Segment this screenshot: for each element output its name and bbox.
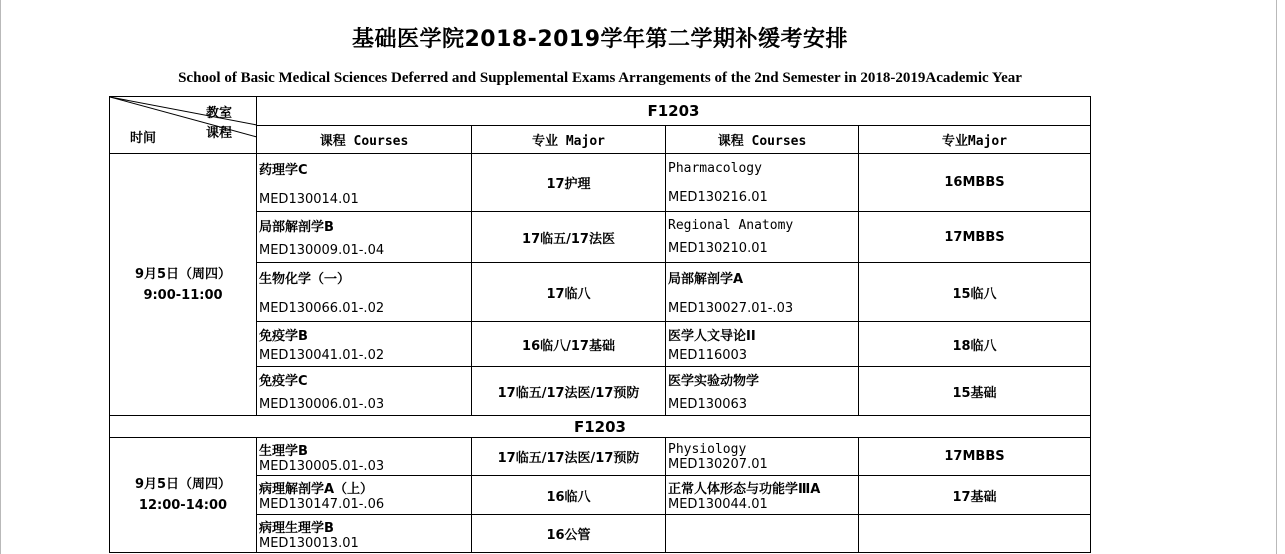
major-cell: 17临八	[472, 263, 666, 322]
col-header-major-2: 专业Major	[859, 126, 1091, 154]
course-name: 生理学B	[259, 443, 308, 459]
major-cell: 16MBBS	[859, 154, 1091, 212]
course-name: 免疫学C	[259, 374, 308, 389]
major-cell: 18临八	[859, 322, 1091, 367]
major-cell: 15临八	[859, 263, 1091, 322]
table-row	[110, 438, 1091, 476]
corner-room-label: 教室	[206, 106, 233, 121]
course-name: Pharmacology	[668, 160, 762, 176]
table-row	[110, 515, 1091, 553]
page-subtitle: School of Basic Medical Sciences Deferred and Supplemental Exams Arrangements of the 2nd Semester in 2018-2019Academic Year	[178, 70, 1022, 86]
major-cell: 17临五/17法医/17预防	[472, 367, 666, 416]
col-header-course-2: 课程 Courses	[666, 126, 859, 154]
major-cell: 16公管	[472, 515, 666, 553]
course-name: 局部解剖学B	[259, 220, 334, 235]
time-slot-cell	[110, 154, 257, 416]
major-cell	[859, 515, 1091, 553]
course-name: 局部解剖学A	[668, 272, 744, 287]
course-cell	[257, 476, 472, 515]
course-code: MED130147.01-.06	[259, 497, 385, 512]
course-cell	[257, 263, 472, 322]
course-name: 药理学C	[259, 162, 308, 178]
major-cell: 17MBBS	[859, 212, 1091, 263]
course-cell	[257, 212, 472, 263]
time-slot-cell	[110, 438, 257, 553]
course-code: MED130216.01	[668, 189, 768, 205]
course-code: MED130009.01-.04	[259, 243, 385, 258]
course-cell	[666, 515, 859, 553]
table-row	[110, 263, 1091, 322]
corner-header-cell	[110, 97, 257, 154]
course-name: 正常人体形态与功能学ⅢA	[668, 482, 821, 497]
course-code: MED130005.01-.03	[259, 458, 385, 474]
course-code: MED130066.01-.02	[259, 301, 385, 316]
course-cell	[257, 154, 472, 212]
course-code: MED130014.01	[259, 191, 359, 207]
course-name: Regional Anatomy	[668, 218, 794, 233]
col-header-major: 专业 Major	[472, 126, 666, 154]
table-row	[110, 476, 1091, 515]
course-name: 生物化学（一）	[259, 272, 351, 287]
course-name: 医学实验动物学	[668, 374, 760, 389]
room-row	[110, 416, 1091, 438]
course-cell	[666, 476, 859, 515]
window-right-edge	[1276, 0, 1277, 554]
course-code: MED130027.01-.03	[668, 301, 794, 316]
exam-schedule-table	[109, 96, 1091, 553]
course-code: MED130041.01-.02	[259, 348, 385, 363]
major-cell: 17基础	[859, 476, 1091, 515]
course-code: MED116003	[668, 348, 748, 363]
major-cell: 15基础	[859, 367, 1091, 416]
course-cell	[257, 367, 472, 416]
major-cell: 17护理	[472, 154, 666, 212]
course-code: MED130207.01	[668, 456, 768, 472]
course-cell	[666, 263, 859, 322]
course-code: MED130063	[668, 397, 748, 412]
course-cell	[666, 438, 859, 476]
exam-date: 9月5日（周四）	[134, 266, 232, 282]
corner-time-label: 时间	[130, 131, 157, 146]
exam-time: 9:00-11:00	[143, 287, 223, 303]
room-header: F1203	[110, 416, 1091, 438]
room-header: F1203	[257, 97, 1091, 126]
course-code: MED130006.01-.03	[259, 397, 385, 412]
course-cell	[257, 438, 472, 476]
major-cell: 16临八/17基础	[472, 322, 666, 367]
col-header-course: 课程 Courses	[257, 126, 472, 154]
exam-time: 12:00-14:00	[138, 498, 228, 513]
course-cell	[666, 322, 859, 367]
major-cell: 16临八	[472, 476, 666, 515]
course-name: 病理解剖学A（上）	[259, 482, 374, 497]
course-code: MED130044.01	[668, 497, 768, 512]
table-row	[110, 212, 1091, 263]
course-code: MED130013.01	[259, 535, 359, 551]
table-row	[110, 367, 1091, 416]
course-cell	[257, 322, 472, 367]
major-cell: 17MBBS	[859, 438, 1091, 476]
major-cell: 17临五/17法医/17预防	[472, 438, 666, 476]
course-code: MED130210.01	[668, 241, 768, 256]
header-row-room	[110, 97, 1091, 126]
page-title: 基础医学院2018-2019学年第二学期补缓考安排	[351, 27, 849, 52]
course-cell	[666, 212, 859, 263]
table-row	[110, 322, 1091, 367]
course-cell	[257, 515, 472, 553]
course-name: 医学人文导论II	[668, 329, 756, 344]
exam-date: 9月5日（周四）	[134, 477, 232, 492]
table-row	[110, 154, 1091, 212]
course-name: 免疫学B	[259, 329, 308, 344]
major-cell: 17临五/17法医	[472, 212, 666, 263]
corner-course-label: 课程	[206, 126, 233, 141]
course-cell	[666, 367, 859, 416]
course-name: 病理生理学B	[259, 520, 334, 536]
course-cell	[666, 154, 859, 212]
course-name: Physiology	[668, 441, 747, 457]
